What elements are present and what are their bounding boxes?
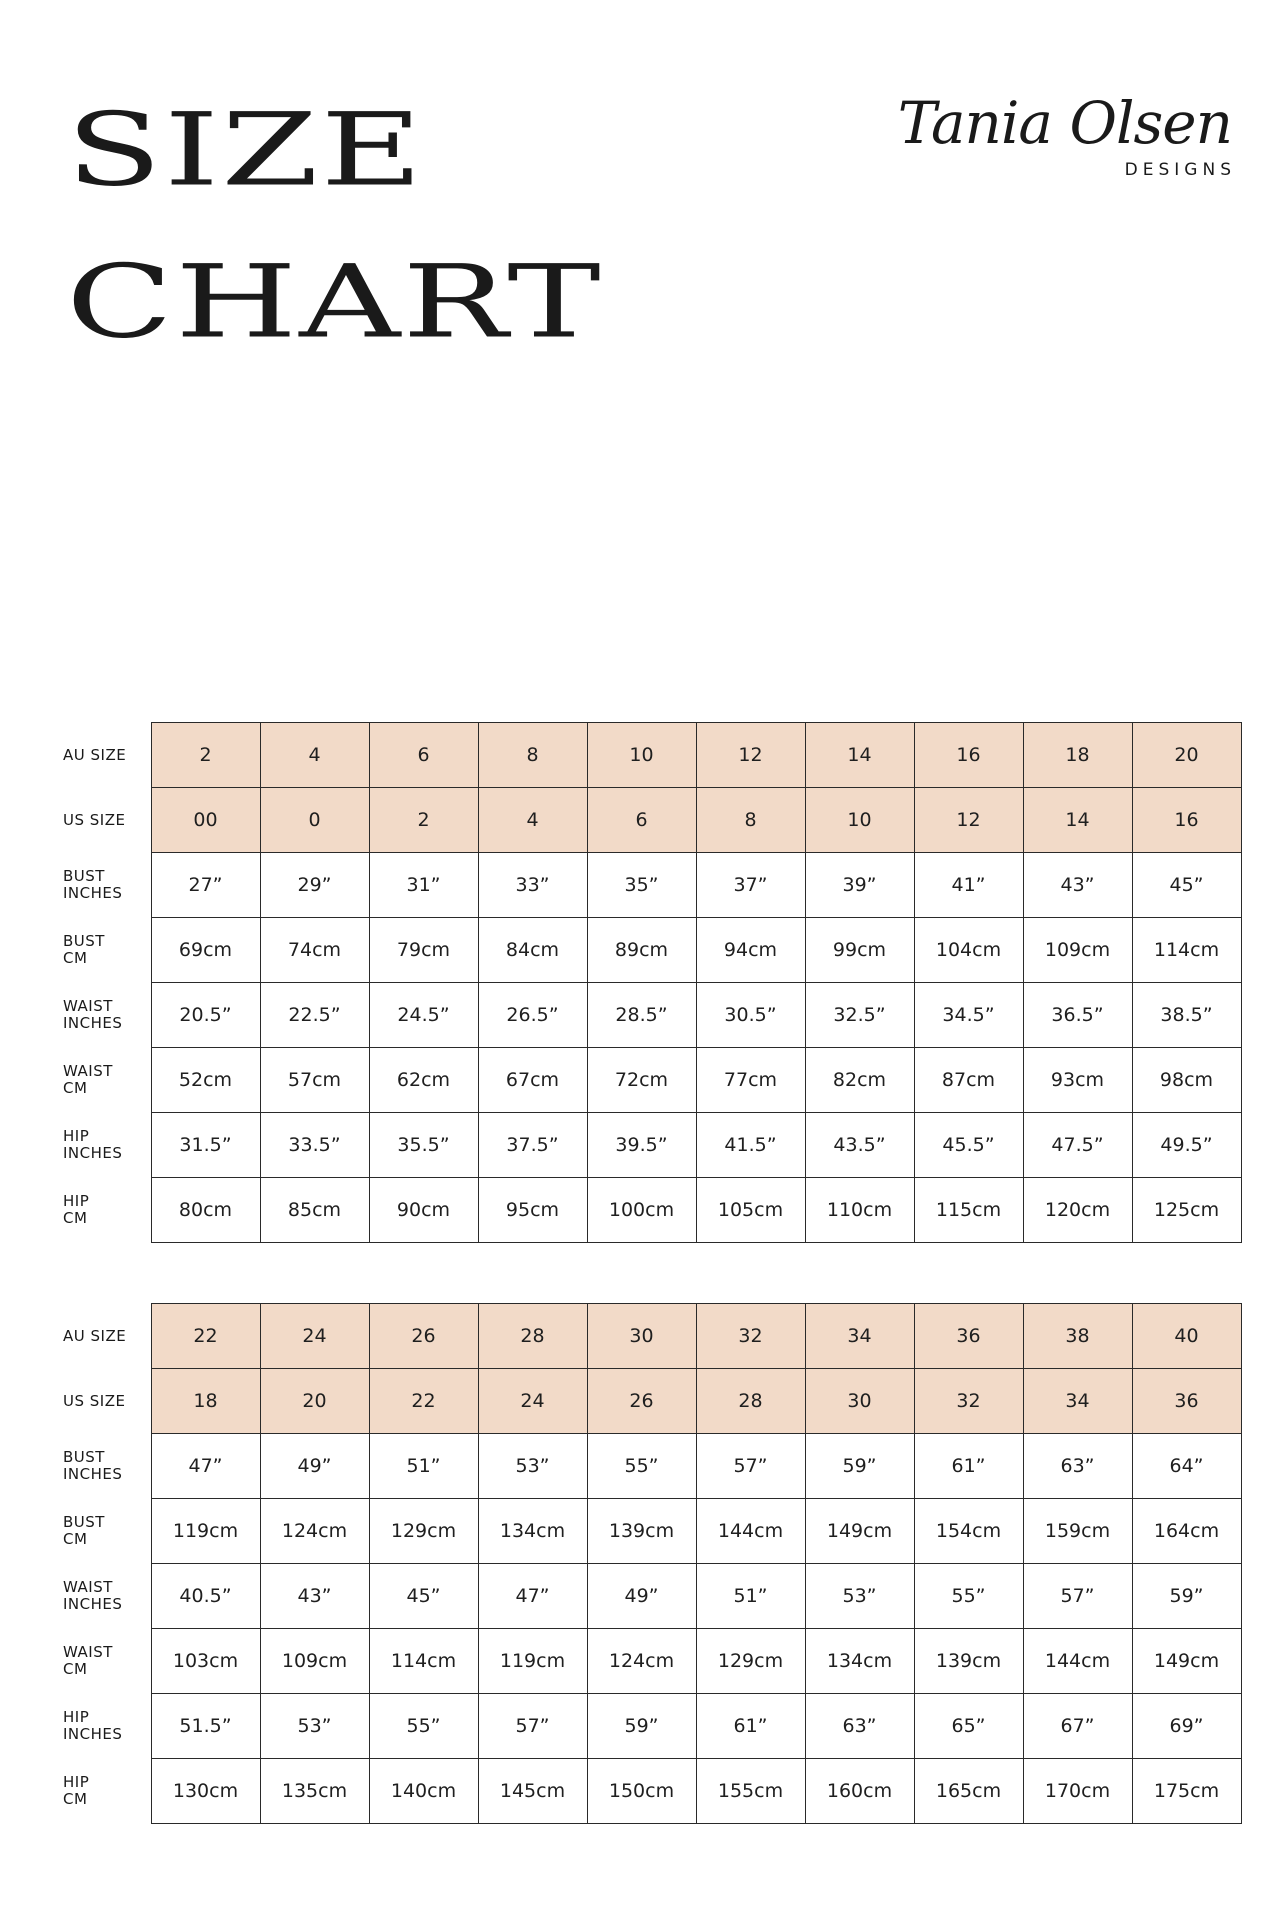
table-cell: 45” (369, 1564, 478, 1629)
table-row (0, 1178, 1241, 1243)
row-label-line2: CM (63, 1790, 88, 1808)
table-cell: 20.5” (151, 983, 260, 1048)
table-cell: 6 (369, 723, 478, 788)
table-cell: 140cm (369, 1759, 478, 1824)
table-cell: 51” (696, 1564, 805, 1629)
table-cell: 38.5” (1132, 983, 1241, 1048)
row-label-line1: US SIZE (63, 810, 126, 829)
table-cell: 39.5” (587, 1113, 696, 1178)
row-label-line2: INCHES (63, 1595, 123, 1613)
table-row (0, 1048, 1241, 1113)
row-label (0, 1759, 151, 1824)
table-cell: 72cm (587, 1048, 696, 1113)
table-cell: 30 (805, 1369, 914, 1434)
table-row (0, 918, 1241, 983)
table-cell: 95cm (478, 1178, 587, 1243)
table-cell: 49” (260, 1434, 369, 1499)
row-label-line2: INCHES (63, 1144, 123, 1162)
table-cell: 37.5” (478, 1113, 587, 1178)
table-cell: 89cm (587, 918, 696, 983)
table-cell: 145cm (478, 1759, 587, 1824)
row-label (0, 1564, 151, 1629)
table-cell: 32.5” (805, 983, 914, 1048)
table-row (0, 1113, 1241, 1178)
table-cell: 00 (151, 788, 260, 853)
row-label (0, 1178, 151, 1243)
table-cell: 52cm (151, 1048, 260, 1113)
table-cell: 34 (805, 1304, 914, 1369)
table-row (0, 1759, 1241, 1824)
row-label-line1: WAIST (63, 1062, 113, 1080)
row-label (0, 1434, 151, 1499)
table-cell: 16 (1132, 788, 1241, 853)
table-cell: 45” (1132, 853, 1241, 918)
table-cell: 22 (151, 1304, 260, 1369)
row-label-line2: INCHES (63, 1725, 123, 1743)
table-cell: 134cm (805, 1629, 914, 1694)
table-cell: 27” (151, 853, 260, 918)
table-cell: 124cm (587, 1629, 696, 1694)
table-cell: 57” (478, 1694, 587, 1759)
table-cell: 38 (1023, 1304, 1132, 1369)
table-cell: 31.5” (151, 1113, 260, 1178)
table-cell: 36.5” (1023, 983, 1132, 1048)
table-cell: 150cm (587, 1759, 696, 1824)
table-cell: 87cm (914, 1048, 1023, 1113)
row-label (0, 918, 151, 983)
table-cell: 35.5” (369, 1113, 478, 1178)
table-cell: 49.5” (1132, 1113, 1241, 1178)
row-label-line1: BUST (63, 1513, 105, 1531)
table-cell: 33.5” (260, 1113, 369, 1178)
row-label-line1: HIP (63, 1192, 90, 1210)
table-cell: 59” (1132, 1564, 1241, 1629)
row-label-line1: BUST (63, 867, 105, 885)
table-cell: 129cm (696, 1629, 805, 1694)
table-cell: 94cm (696, 918, 805, 983)
table-cell: 26.5” (478, 983, 587, 1048)
table-cell: 30.5” (696, 983, 805, 1048)
table-cell: 2 (369, 788, 478, 853)
table-cell: 57” (1023, 1564, 1132, 1629)
table-cell: 51.5” (151, 1694, 260, 1759)
row-label-line2: CM (63, 1530, 88, 1548)
row-label-line2: CM (63, 949, 88, 967)
table-cell: 160cm (805, 1759, 914, 1824)
row-label-line1: BUST (63, 932, 105, 950)
table-cell: 155cm (696, 1759, 805, 1824)
table-cell: 130cm (151, 1759, 260, 1824)
table-cell: 90cm (369, 1178, 478, 1243)
row-label (0, 1048, 151, 1113)
table-cell: 14 (1023, 788, 1132, 853)
row-label (0, 1499, 151, 1564)
table-cell: 159cm (1023, 1499, 1132, 1564)
table-cell: 104cm (914, 918, 1023, 983)
table-row (0, 1564, 1241, 1629)
table-cell: 4 (260, 723, 369, 788)
table-cell: 61” (696, 1694, 805, 1759)
row-label-line2: CM (63, 1660, 88, 1678)
table-cell: 144cm (696, 1499, 805, 1564)
table-cell: 41” (914, 853, 1023, 918)
table-cell: 170cm (1023, 1759, 1132, 1824)
brand-subtitle: DESIGNS (1124, 160, 1236, 180)
table-row (0, 1694, 1241, 1759)
table-cell: 110cm (805, 1178, 914, 1243)
row-label-line1: HIP (63, 1127, 90, 1145)
row-label-line2: INCHES (63, 1465, 123, 1483)
table-cell: 149cm (805, 1499, 914, 1564)
table-cell: 12 (696, 723, 805, 788)
table-cell: 63” (805, 1694, 914, 1759)
table-cell: 47” (151, 1434, 260, 1499)
table-cell: 67cm (478, 1048, 587, 1113)
table-cell: 2 (151, 723, 260, 788)
table-cell: 134cm (478, 1499, 587, 1564)
table-cell: 4 (478, 788, 587, 853)
table-cell: 119cm (151, 1499, 260, 1564)
row-label (0, 723, 151, 788)
table-cell: 129cm (369, 1499, 478, 1564)
table-cell: 43.5” (805, 1113, 914, 1178)
table-cell: 57cm (260, 1048, 369, 1113)
table-cell: 37” (696, 853, 805, 918)
page-title-line2: CHART (66, 243, 603, 362)
table-cell: 51” (369, 1434, 478, 1499)
page-title (66, 91, 603, 400)
table-cell: 105cm (696, 1178, 805, 1243)
table-cell: 79cm (369, 918, 478, 983)
table-cell: 125cm (1132, 1178, 1241, 1243)
table-cell: 55” (369, 1694, 478, 1759)
table-cell: 120cm (1023, 1178, 1132, 1243)
table-cell: 22.5” (260, 983, 369, 1048)
table-cell: 20 (260, 1369, 369, 1434)
table-cell: 67” (1023, 1694, 1132, 1759)
row-label-line1: HIP (63, 1773, 90, 1791)
table-row (0, 723, 1241, 788)
table-cell: 24.5” (369, 983, 478, 1048)
table-cell: 124cm (260, 1499, 369, 1564)
table-row (0, 1629, 1241, 1694)
table-row (0, 1369, 1241, 1434)
table-cell: 55” (587, 1434, 696, 1499)
row-label (0, 853, 151, 918)
row-label-line1: WAIST (63, 1578, 113, 1596)
size-table-2 (0, 1303, 1242, 1824)
table-cell: 41.5” (696, 1113, 805, 1178)
table-cell: 33” (478, 853, 587, 918)
table-cell: 53” (805, 1564, 914, 1629)
table-cell: 99cm (805, 918, 914, 983)
table-cell: 32 (914, 1369, 1023, 1434)
row-label (0, 1113, 151, 1178)
table-cell: 34.5” (914, 983, 1023, 1048)
page-title-line1: SIZE (66, 91, 425, 210)
table-cell: 28 (478, 1304, 587, 1369)
table-cell: 29” (260, 853, 369, 918)
row-label-line2: CM (63, 1209, 88, 1227)
table-cell: 165cm (914, 1759, 1023, 1824)
table-cell: 154cm (914, 1499, 1023, 1564)
table-row (0, 1499, 1241, 1564)
table-cell: 43” (260, 1564, 369, 1629)
table-cell: 100cm (587, 1178, 696, 1243)
table-cell: 149cm (1132, 1629, 1241, 1694)
table-cell: 175cm (1132, 1759, 1241, 1824)
table-cell: 144cm (1023, 1629, 1132, 1694)
table-cell: 61” (914, 1434, 1023, 1499)
table-cell: 63” (1023, 1434, 1132, 1499)
table-cell: 84cm (478, 918, 587, 983)
table-cell: 18 (151, 1369, 260, 1434)
table-cell: 98cm (1132, 1048, 1241, 1113)
table-cell: 59” (587, 1694, 696, 1759)
table-cell: 55” (914, 1564, 1023, 1629)
table-cell: 65” (914, 1694, 1023, 1759)
table-cell: 36 (914, 1304, 1023, 1369)
table-row (0, 983, 1241, 1048)
row-label (0, 788, 151, 853)
table-cell: 10 (805, 788, 914, 853)
row-label-line1: WAIST (63, 1643, 113, 1661)
table-cell: 16 (914, 723, 1023, 788)
row-label-line2: INCHES (63, 884, 123, 902)
row-label-line1: US SIZE (63, 1391, 126, 1410)
table-cell: 40.5” (151, 1564, 260, 1629)
row-label (0, 1304, 151, 1369)
table-cell: 20 (1132, 723, 1241, 788)
table-cell: 0 (260, 788, 369, 853)
table-cell: 62cm (369, 1048, 478, 1113)
table-cell: 34 (1023, 1369, 1132, 1434)
table-cell: 26 (369, 1304, 478, 1369)
table-cell: 24 (478, 1369, 587, 1434)
table-cell: 64” (1132, 1434, 1241, 1499)
table-cell: 12 (914, 788, 1023, 853)
table-cell: 114cm (369, 1629, 478, 1694)
table-cell: 32 (696, 1304, 805, 1369)
table-cell: 39” (805, 853, 914, 918)
row-label (0, 1629, 151, 1694)
table-cell: 109cm (260, 1629, 369, 1694)
table-cell: 18 (1023, 723, 1132, 788)
brand-name: Tania Olsen (897, 89, 1232, 157)
row-label-line2: CM (63, 1079, 88, 1097)
table-cell: 30 (587, 1304, 696, 1369)
table-cell: 43” (1023, 853, 1132, 918)
table-cell: 8 (696, 788, 805, 853)
table-cell: 82cm (805, 1048, 914, 1113)
table-cell: 26 (587, 1369, 696, 1434)
row-label-line1: WAIST (63, 997, 113, 1015)
table-cell: 109cm (1023, 918, 1132, 983)
table-cell: 36 (1132, 1369, 1241, 1434)
table-cell: 22 (369, 1369, 478, 1434)
table-cell: 80cm (151, 1178, 260, 1243)
row-label (0, 983, 151, 1048)
table-cell: 139cm (914, 1629, 1023, 1694)
table-row (0, 1434, 1241, 1499)
table-cell: 40 (1132, 1304, 1241, 1369)
table-cell: 119cm (478, 1629, 587, 1694)
row-label (0, 1369, 151, 1434)
table-row (0, 853, 1241, 918)
table-cell: 69cm (151, 918, 260, 983)
table-cell: 28 (696, 1369, 805, 1434)
table-cell: 31” (369, 853, 478, 918)
row-label-line1: BUST (63, 1448, 105, 1466)
table-cell: 14 (805, 723, 914, 788)
table-cell: 69” (1132, 1694, 1241, 1759)
row-label-line1: AU SIZE (63, 1326, 127, 1345)
table-cell: 103cm (151, 1629, 260, 1694)
table-cell: 93cm (1023, 1048, 1132, 1113)
table-cell: 164cm (1132, 1499, 1241, 1564)
table-cell: 57” (696, 1434, 805, 1499)
brand-logo (897, 88, 1236, 180)
table-cell: 6 (587, 788, 696, 853)
table-cell: 115cm (914, 1178, 1023, 1243)
table-cell: 24 (260, 1304, 369, 1369)
table-cell: 8 (478, 723, 587, 788)
table-row (0, 788, 1241, 853)
row-label-line1: AU SIZE (63, 745, 127, 764)
table-cell: 74cm (260, 918, 369, 983)
table-cell: 47.5” (1023, 1113, 1132, 1178)
table-cell: 45.5” (914, 1113, 1023, 1178)
row-label-line1: HIP (63, 1708, 90, 1726)
table-cell: 77cm (696, 1048, 805, 1113)
table-cell: 53” (260, 1694, 369, 1759)
table-cell: 85cm (260, 1178, 369, 1243)
table-cell: 47” (478, 1564, 587, 1629)
table-cell: 114cm (1132, 918, 1241, 983)
size-table-1 (0, 722, 1242, 1243)
table-cell: 35” (587, 853, 696, 918)
table-cell: 59” (805, 1434, 914, 1499)
table-cell: 135cm (260, 1759, 369, 1824)
table-cell: 53” (478, 1434, 587, 1499)
table-cell: 28.5” (587, 983, 696, 1048)
table-cell: 49” (587, 1564, 696, 1629)
table-cell: 139cm (587, 1499, 696, 1564)
table-row (0, 1304, 1241, 1369)
row-label (0, 1694, 151, 1759)
row-label-line2: INCHES (63, 1014, 123, 1032)
table-cell: 10 (587, 723, 696, 788)
